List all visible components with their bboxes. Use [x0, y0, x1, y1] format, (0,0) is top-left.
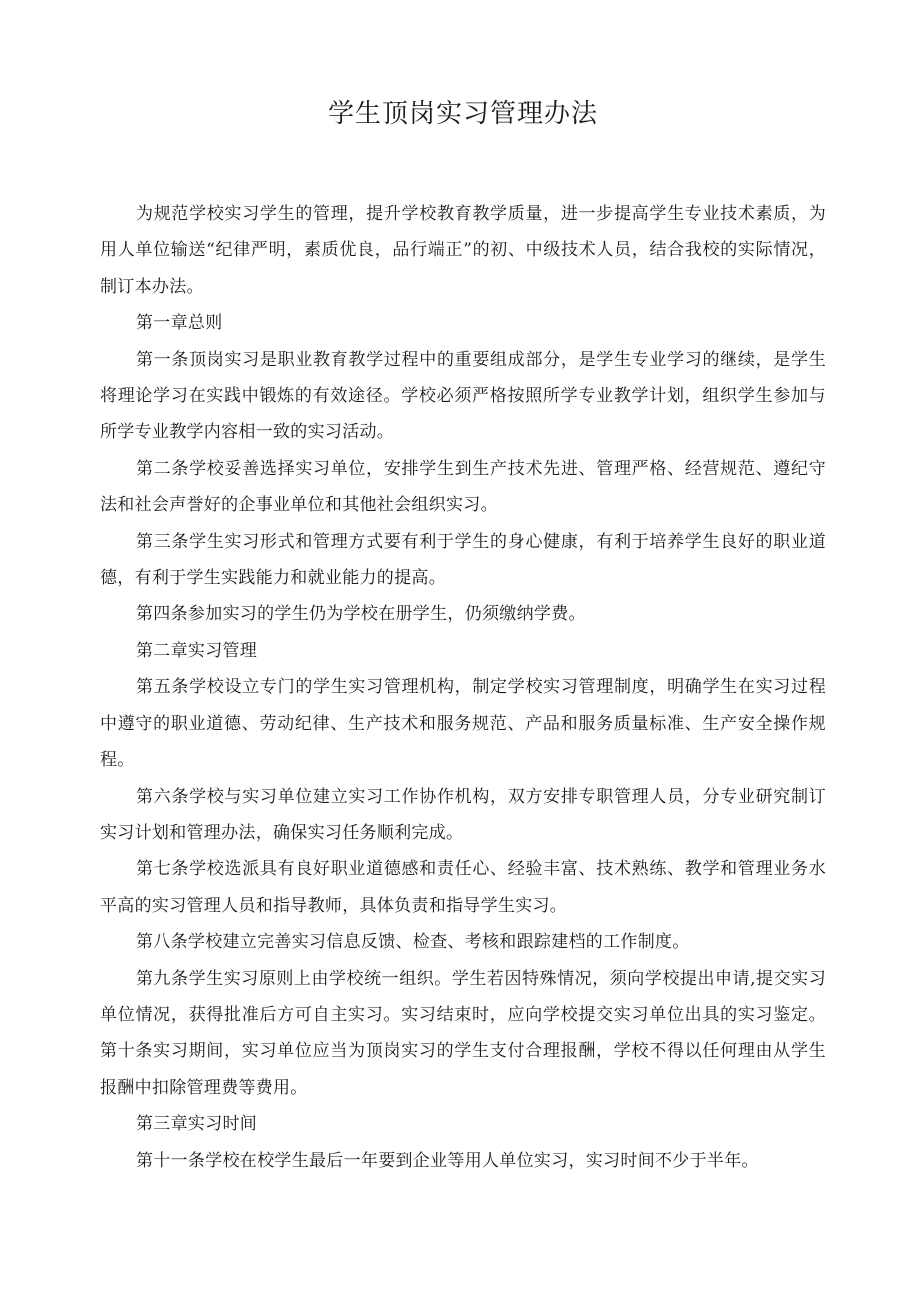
document-body — [100, 196, 826, 1179]
article-paragraph: 第九条学生实习原则上由学校统一组织。学生若因特殊情况，须向学校提出申请,提交实习单位情况，获得批准后方可自主实习。实习结束时，应向学校提交实习单位出具的实习鉴定。第十条实习期间，实习单位应当为顶岗实习的学生支付合理报酬，学校不得以任何理由从学生报酬中扣除管理费等费用。 — [100, 968, 826, 1098]
article-paragraph: 第二条学校妥善选择实习单位，安排学生到生产技术先进、管理严格、经营规范、遵纪守法和社会声誉好的企事业单位和其他社会组织实习。 — [100, 458, 826, 516]
article-paragraph: 第七条学校选派具有良好职业道德感和责任心、经验丰富、技术熟练、教学和管理业务水平高的实习管理人员和指导教师，具体负责和指导学生实习。 — [100, 859, 826, 916]
article-paragraph: 第三条学生实习形式和管理方式要有利于学生的身心健康，有利于培养学生良好的职业道德，有利于学生实践能力和就业能力的提高。 — [100, 531, 826, 589]
article-paragraph: 第六条学校与实习单位建立实习工作协作机构，双方安排专职管理人员，分专业研究制订实习计划和管理办法，确保实习任务顺利完成。 — [100, 786, 826, 843]
article-paragraph: 第四条参加实习的学生仍为学校在册学生，仍须缴纳学费。 — [136, 604, 586, 625]
article-paragraph: 第八条学校建立完善实习信息反馈、检查、考核和跟踪建档的工作制度。 — [136, 932, 690, 953]
chapter-heading: 第三章实习时间 — [136, 1114, 258, 1135]
document-title: 学生顶岗实习管理办法 — [327, 99, 598, 129]
intro-paragraph: 为规范学校实习学生的管理，提升学校教育教学质量，进一步提高学生专业技术素质，为用人单位输送“纪律严明，素质优良，品行端正”的初、中级技术人员，结合我校的实际情况，制订本办法。 — [100, 204, 826, 297]
article-paragraph: 第十一条学校在校学生最后一年要到企业等用人单位实习，实习时间不少于半年。 — [136, 1150, 759, 1171]
article-paragraph: 第五条学校设立专门的学生实习管理机构，制定学校实习管理制度，明确学生在实习过程中遵守的职业道德、劳动纪律、生产技术和服务规范、产品和服务质量标准、生产安全操作规程。 — [100, 677, 826, 771]
document-page — [100, 0, 826, 1179]
chapter-heading: 第二章实习管理 — [136, 640, 258, 661]
article-paragraph: 第一条顶岗实习是职业教育教学过程中的重要组成部分，是学生专业学习的继续，是学生将理论学习在实践中锻炼的有效途径。学校必须严格按照所学专业教学计划，组织学生参加与所学专业教学内容相一致的实习活动。 — [100, 349, 826, 443]
chapter-heading: 第一章总则 — [136, 313, 223, 334]
